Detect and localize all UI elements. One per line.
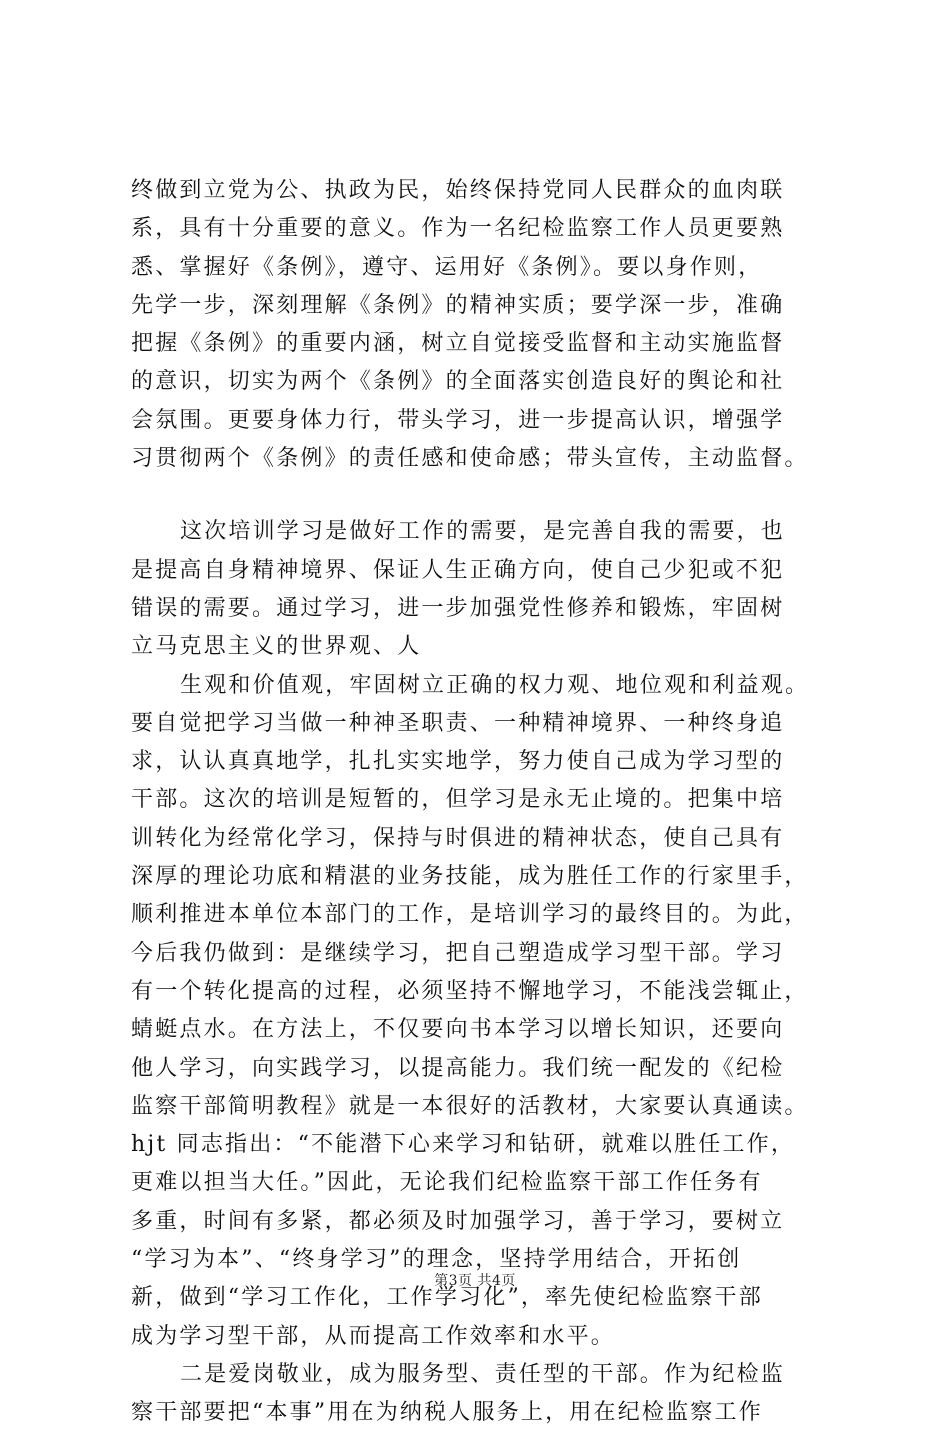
text-line: 这次培训学习是做好工作的需要，是完善自我的需要，也 bbox=[180, 519, 786, 545]
text-line: 有一个转化提高的过程，必须坚持不懈地学习，不能浅尝辄止， bbox=[131, 978, 809, 1004]
text-line: 悉、掌握好《条例》，遵守、运用好《条例》。要以身作则， bbox=[131, 254, 763, 280]
text-line: 察干部要把“本事”用在为纳税人服务上，用在纪检监察工作 bbox=[131, 1400, 763, 1426]
paragraph bbox=[131, 667, 831, 1356]
text-line: 更难以担当大任。”因此，无论我们纪检监察干部工作任务有 bbox=[131, 1170, 763, 1196]
text-line: 干部。这次的培训是短暂的，但学习是永无止境的。把集中培 bbox=[131, 787, 785, 813]
text-line: 系，具有十分重要的意义。作为一名纪检监察工作人员更要熟 bbox=[131, 216, 785, 242]
paragraph bbox=[131, 513, 831, 666]
text-line: 的意识，切实为两个《条例》的全面落实创造良好的舆论和社 bbox=[131, 369, 785, 395]
text-line: 深厚的理论功底和精湛的业务技能，成为胜任工作的行家里手， bbox=[131, 864, 809, 890]
paragraph-gap bbox=[131, 478, 831, 513]
text-line: 多重，时间有多紧，都必须及时加强学习，善于学习，要树立 bbox=[131, 1208, 785, 1234]
text-line: 要自觉把学习当做一种神圣职责、一种精神境界、一种终身追 bbox=[131, 710, 785, 736]
text-line: hjt 同志指出：“不能潜下心来学习和钻研，就难以胜任工作， bbox=[131, 1132, 796, 1158]
text-line: 顺利推进本单位本部门的工作，是培训学习的最终目的。为此， bbox=[131, 902, 809, 928]
paragraph bbox=[131, 1356, 831, 1433]
text-line: 监察干部简明教程》就是一本很好的活教材，大家要认真通读。 bbox=[131, 1093, 809, 1119]
text-line: 训转化为经常化学习，保持与时俱进的精神状态，使自己具有 bbox=[131, 825, 785, 851]
text-line: 先学一步，深刻理解《条例》的精神实质；要学深一步，准确 bbox=[131, 292, 785, 318]
text-line: 新，做到“学习工作化，工作学习化”，率先使纪检监察干部 bbox=[131, 1285, 763, 1311]
text-line: 是提高自身精神境界、保证人生正确方向，使自己少犯或不犯 bbox=[131, 557, 785, 583]
text-line: 成为学习型干部，从而提高工作效率和水平。 bbox=[131, 1323, 616, 1349]
text-line: 今后我仍做到：是继续学习，把自己塑造成学习型干部。学习 bbox=[131, 940, 785, 966]
text-line: 他人学习，向实践学习，以提高能力。我们统一配发的《纪检 bbox=[131, 1055, 785, 1081]
text-line: 错误的需要。通过学习，进一步加强党性修养和锻炼，牢固树 bbox=[131, 595, 785, 621]
text-line: 二是爱岗敬业，成为服务型、责任型的干部。作为纪检监 bbox=[180, 1361, 786, 1387]
page-footer: 第3页 共4页 bbox=[434, 1273, 516, 1289]
document-body bbox=[131, 172, 831, 1433]
text-line: 立马克思主义的世界观、人 bbox=[131, 634, 422, 660]
text-line: 生观和价值观，牢固树立正确的权力观、地位观和利益观。 bbox=[180, 672, 810, 698]
text-line: 求，认认真真地学，扎扎实实地学，努力使自己成为学习型的 bbox=[131, 749, 785, 775]
text-line: 把握《条例》的重要内涵，树立自觉接受监督和主动实施监督 bbox=[131, 331, 785, 357]
text-line: 习贯彻两个《条例》的责任感和使命感；带头宣传，主动监督。 bbox=[131, 446, 809, 472]
text-line: “学习为本”、“终身学习”的理念，坚持学用结合，开拓创 bbox=[131, 1247, 742, 1273]
text-line: 蜻蜓点水。在方法上，不仅要向书本学习以增长知识，还要向 bbox=[131, 1017, 785, 1043]
text-line: 终做到立党为公、执政为民，始终保持党同人民群众的血肉联 bbox=[131, 178, 785, 203]
text-line: 会氛围。更要身体力行，带头学习，进一步提高认识，增强学 bbox=[131, 407, 785, 433]
paragraph bbox=[131, 172, 831, 478]
